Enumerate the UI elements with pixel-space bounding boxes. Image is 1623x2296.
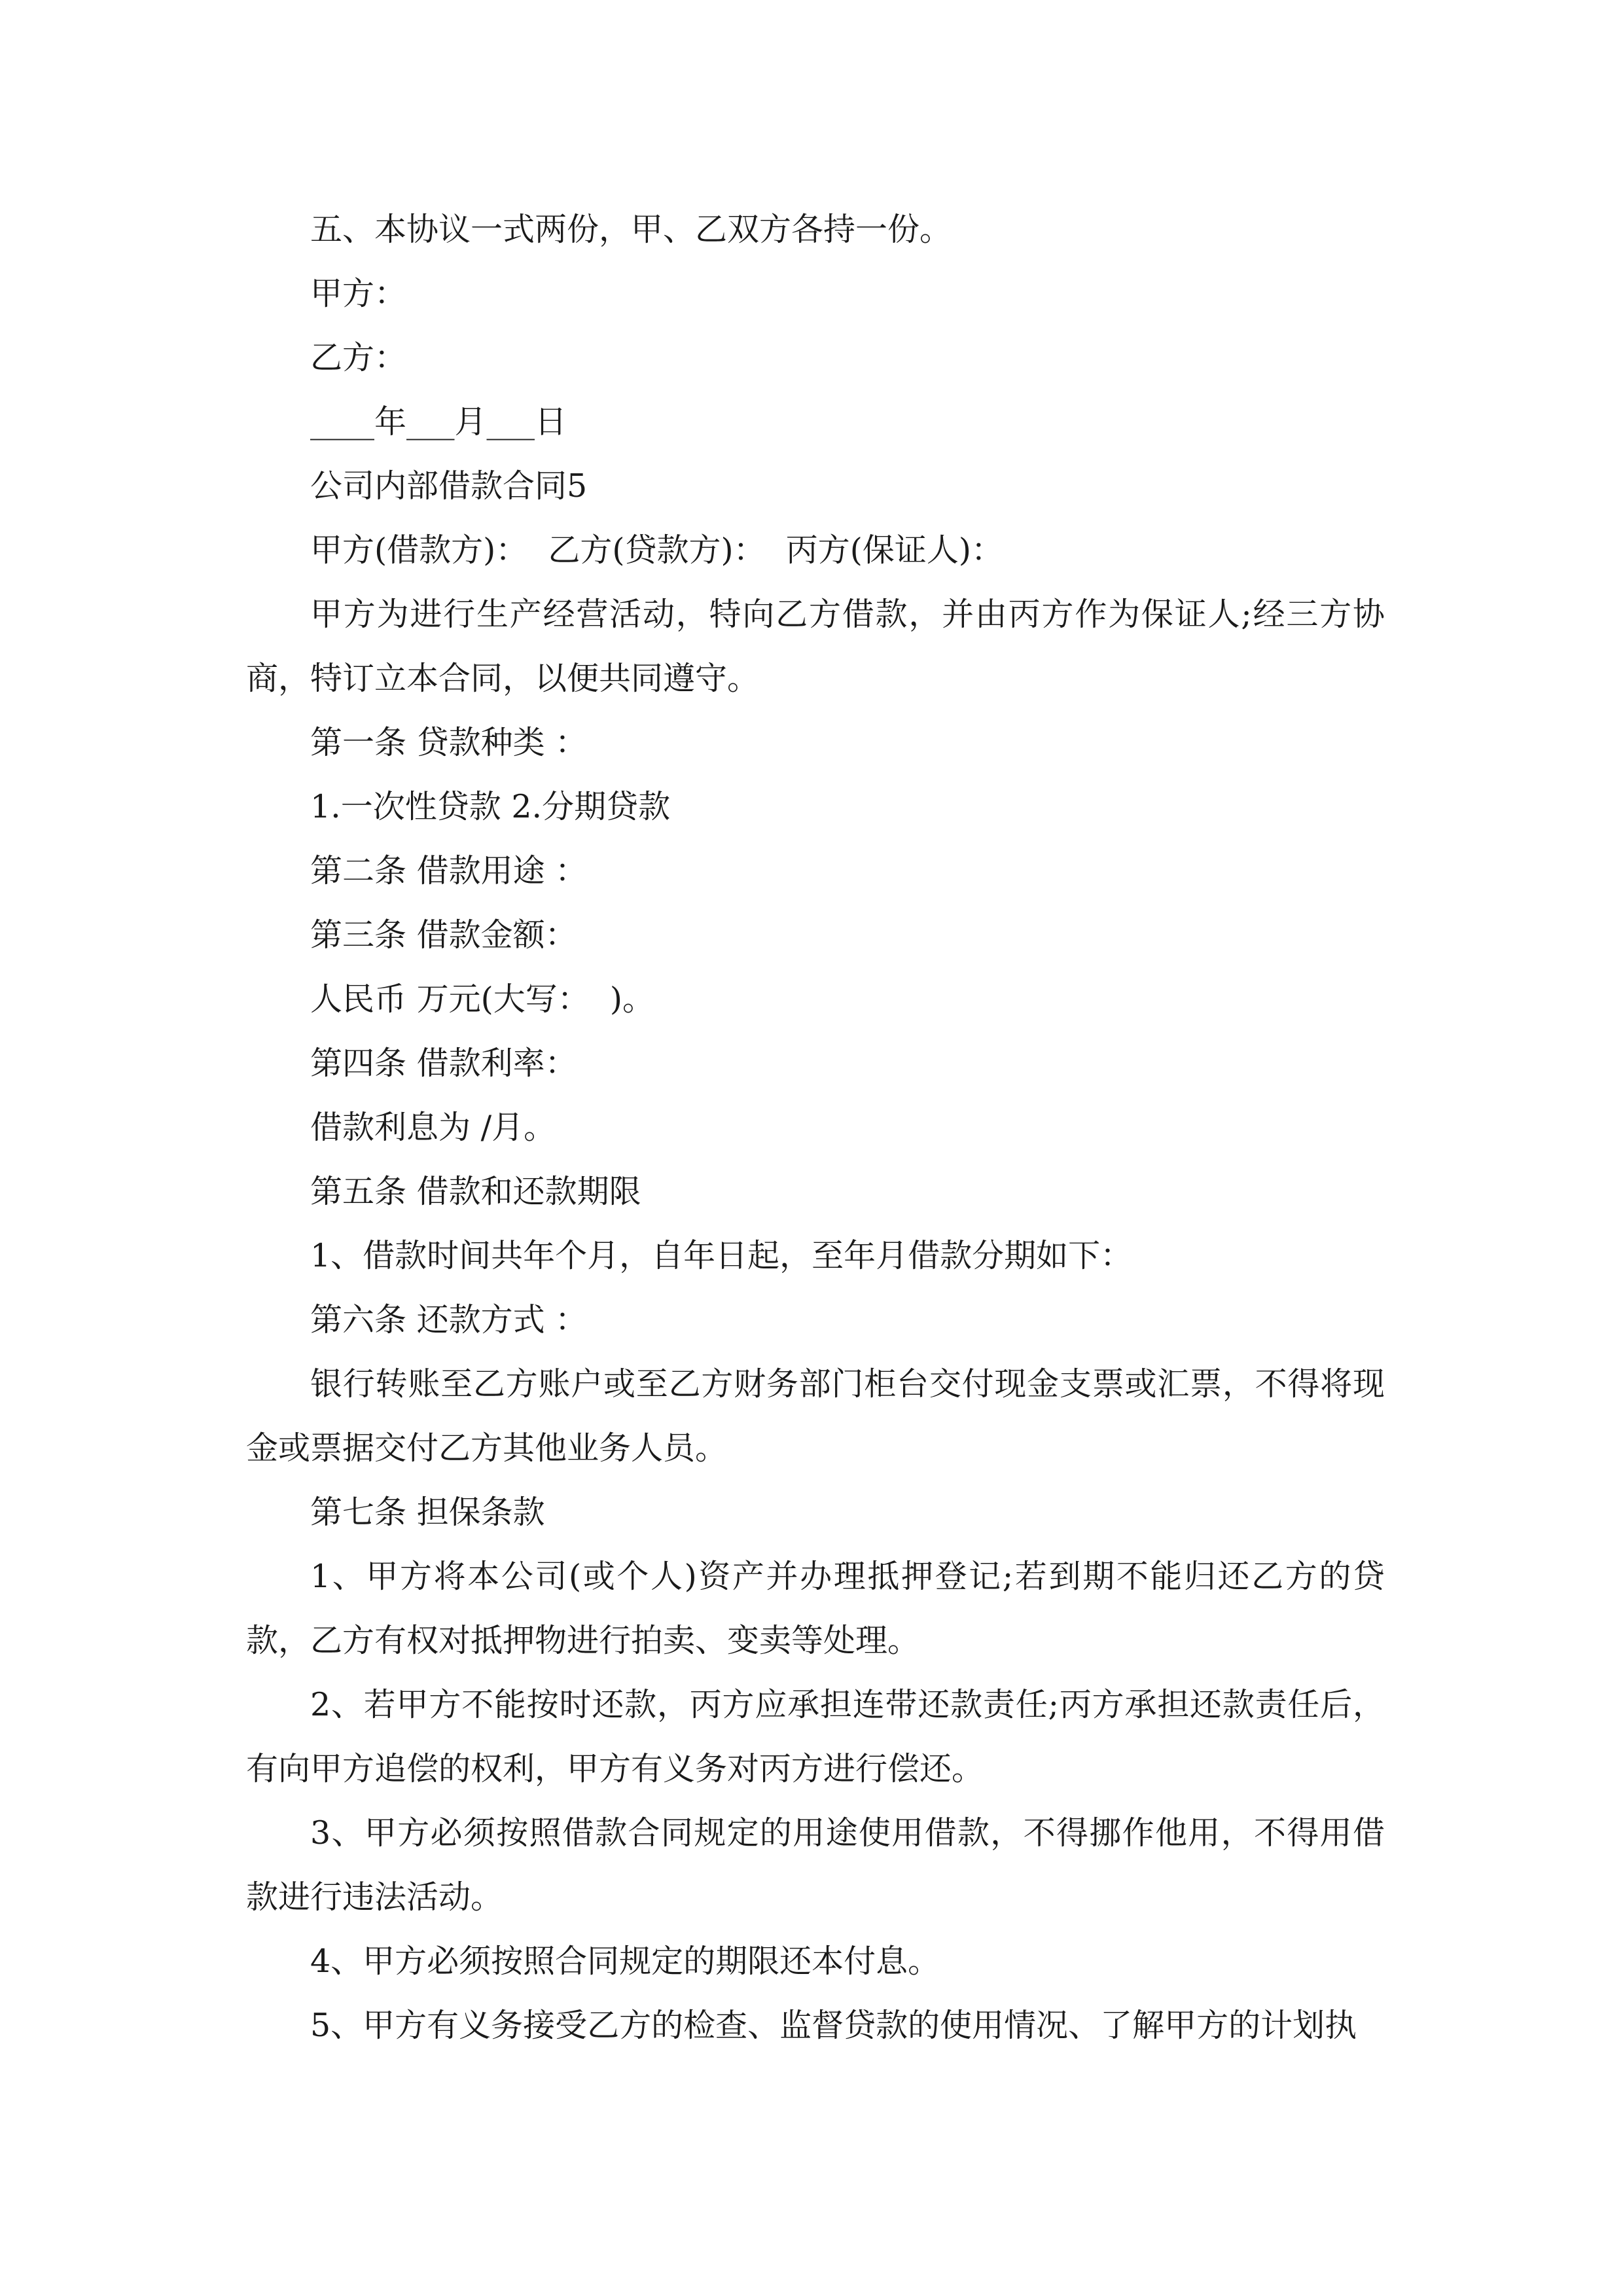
article-6-heading: 第六条 还款方式 ： <box>310 1301 588 1338</box>
article-3-amount: 人民币 万元(大写： )。 <box>310 980 654 1018</box>
article-7-item-4: 4、甲方必须按照合同规定的期限还本付息。 <box>310 1943 940 1980</box>
document-body <box>246 198 1385 2058</box>
section-title: 公司内部借款合同5 <box>310 467 588 505</box>
article-3-heading: 第三条 借款金额： <box>310 916 577 954</box>
article-4-heading: 第四条 借款利率： <box>310 1045 577 1082</box>
party-a-signature-line: 甲方： <box>310 275 407 312</box>
article-7-item-1: 1、甲方将本公司(或个人)资产并办理抵押登记;若到期不能归还乙方的贷款，乙方有权对抵押物进行拍卖、变卖等处理。 <box>246 1558 1385 1659</box>
article-5-heading: 第五条 借款和还款期限 <box>310 1173 641 1210</box>
article-6-method: 银行转账至乙方账户或至乙方财务部门柜台交付现金支票或汇票，不得将现金或票据交付乙方其他业务人员。 <box>246 1365 1385 1467</box>
article-4-rate: 借款利息为 /月。 <box>310 1109 556 1146</box>
article-7-item-5: 5、甲方有义务接受乙方的检查、监督贷款的使用情况、了解甲方的计划执 <box>310 2007 1357 2044</box>
preamble: 甲方为进行生产经营活动，特向乙方借款，并由丙方作为保证人;经三方协商，特订立本合同，以便共同遵守。 <box>246 596 1385 697</box>
parties-line: 甲方(借款方)： 乙方(贷款方)： 丙方(保证人)： <box>310 531 1004 569</box>
article-1-heading: 第一条 贷款种类 ： <box>310 724 588 761</box>
clause-five-copies: 五、本协议一式两份，甲、乙双方各持一份。 <box>310 211 952 248</box>
party-b-signature-line: 乙方： <box>310 339 407 376</box>
date-line: ____年___月___日 <box>310 403 567 440</box>
article-5-term: 1、借款时间共年个月，自年日起，至年月借款分期如下： <box>310 1237 1133 1274</box>
article-7-item-3: 3、甲方必须按照借款合同规定的用途使用借款，不得挪作他用，不得用借款进行违法活动。 <box>246 1814 1385 1916</box>
article-7-item-2: 2、若甲方不能按时还款，丙方应承担连带还款责任;丙方承担还款责任后，有向甲方追偿的权利，甲方有义务对丙方进行偿还。 <box>246 1686 1385 1787</box>
article-1-options: 1.一次性贷款 2.分期贷款 <box>310 788 671 825</box>
article-2-heading: 第二条 借款用途 ： <box>310 852 588 889</box>
article-7-heading: 第七条 担保条款 <box>310 1494 545 1531</box>
